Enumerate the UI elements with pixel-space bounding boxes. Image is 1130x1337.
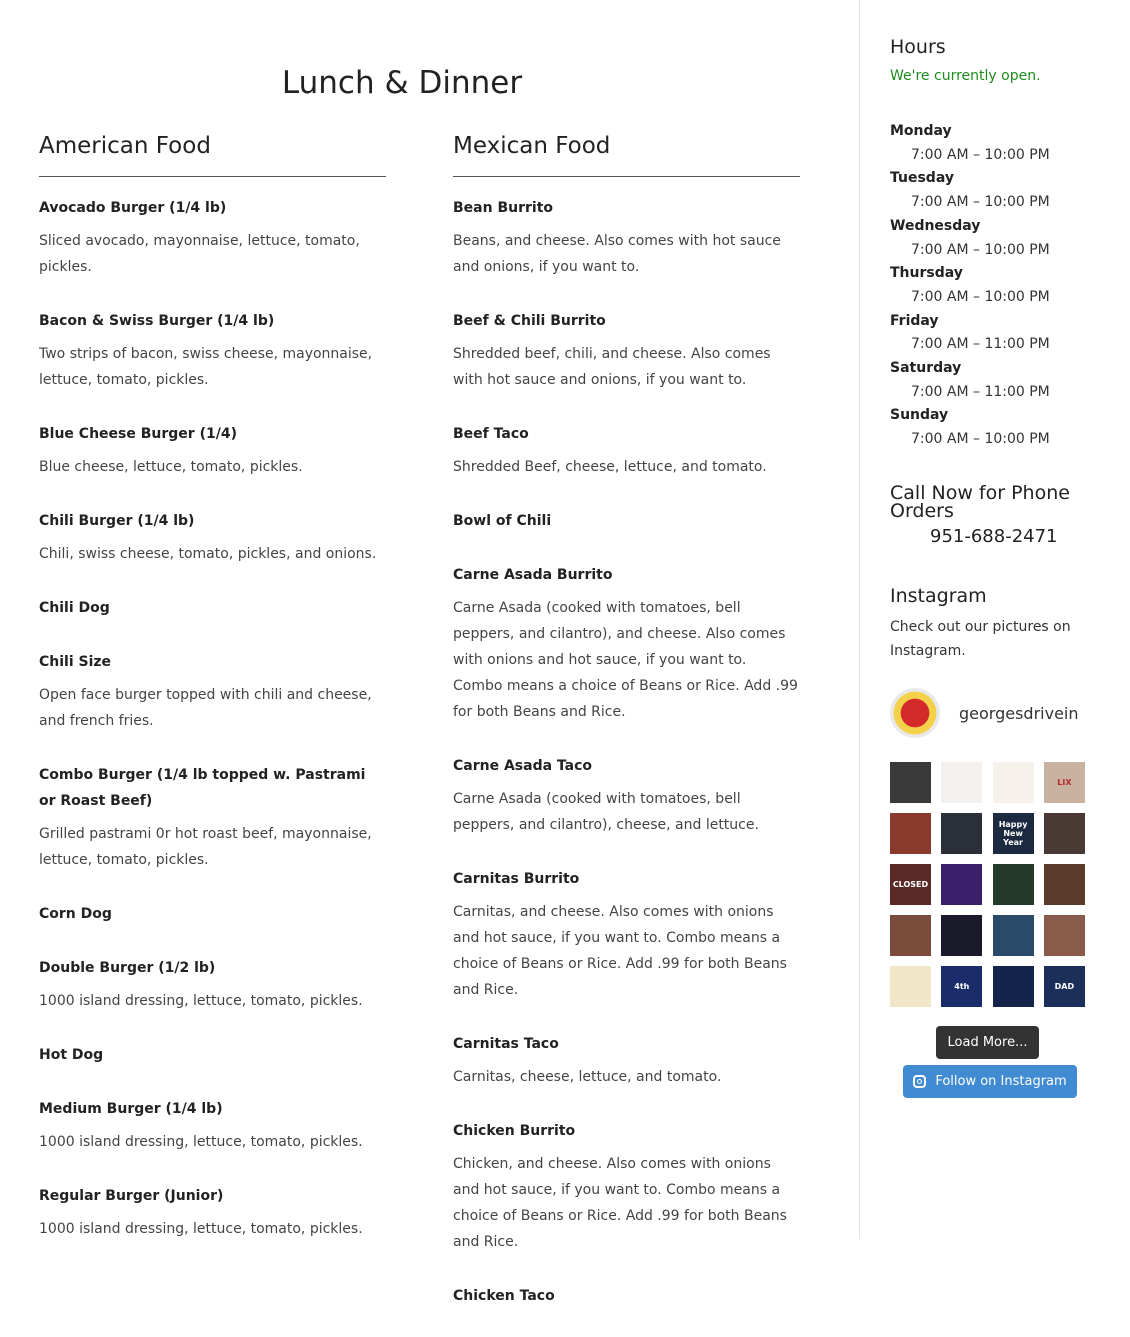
menu-item <box>39 308 386 393</box>
menu-item <box>39 901 386 927</box>
menu-item-description: Carne Asada (cooked with tomatoes, bell peppers, and cilantro), cheese, and lettuce. <box>453 791 759 833</box>
menu-item-name: Chili Dog <box>39 600 110 616</box>
menu-item-name: Bowl of Chili <box>453 513 552 529</box>
call-heading: Call Now for Phone Orders <box>890 482 1070 522</box>
instagram-thumbnail[interactable] <box>993 966 1034 1007</box>
menu-item <box>39 1096 386 1155</box>
menu-item-name: Beef Taco <box>453 426 529 442</box>
menu-item <box>453 562 800 725</box>
menu-item-description: Carnitas, and cheese. Also comes with onions and hot sauce, if you want to. Combo means a choice of Beans or Rice. Add .99 for both Beans and Rice. <box>453 904 787 998</box>
instagram-thumbnail[interactable] <box>890 966 931 1007</box>
menu-item-description: Beans, and cheese. Also comes with hot sauce and onions, if you want to. <box>453 233 781 275</box>
instagram-thumbnail[interactable] <box>993 864 1034 905</box>
menu-item-description: Carnitas, cheese, lettuce, and tomato. <box>453 1069 722 1085</box>
menu-item <box>39 1183 386 1242</box>
menu-item-description: Shredded Beef, cheese, lettuce, and tomato. <box>453 459 767 475</box>
american-food-title: American Food <box>39 130 386 177</box>
menu-item-name: Beef & Chili Burrito <box>453 313 606 329</box>
sidebar-divider <box>859 0 860 1239</box>
menu-item-name: Combo Burger (1/4 lb topped w. Pastrami or Roast Beef) <box>39 767 366 809</box>
instagram-thumbnail[interactable] <box>1044 813 1085 854</box>
follow-on-instagram-button[interactable] <box>903 1065 1077 1098</box>
mexican-food-list <box>453 195 800 1309</box>
load-more-button[interactable]: Load More... <box>936 1026 1039 1059</box>
menu-item-description: Chili, swiss cheese, tomato, pickles, and onions. <box>39 546 377 562</box>
menu-item <box>453 308 800 393</box>
instagram-photo-grid <box>890 762 1085 1007</box>
hours-heading: Hours <box>890 36 946 58</box>
menu-item-name: Chili Burger (1/4 lb) <box>39 513 195 529</box>
hours-time: 7:00 AM – 10:00 PM <box>911 146 1050 163</box>
menu-item-name: Avocado Burger (1/4 lb) <box>39 200 227 216</box>
hours-time: 7:00 AM – 11:00 PM <box>911 383 1050 400</box>
menu-item <box>39 762 386 873</box>
menu-item-description: Two strips of bacon, swiss cheese, mayonnaise, lettuce, tomato, pickles. <box>39 346 373 388</box>
instagram-thumbnail[interactable] <box>993 915 1034 956</box>
menu-item-description: Blue cheese, lettuce, tomato, pickles. <box>39 459 303 475</box>
menu-item <box>39 195 386 280</box>
hours-time: 7:00 AM – 10:00 PM <box>911 241 1050 258</box>
instagram-thumbnail[interactable] <box>1044 915 1085 956</box>
menu-item <box>453 1118 800 1255</box>
hours-time: 7:00 AM – 10:00 PM <box>911 431 1050 448</box>
instagram-thumbnail[interactable]: LIX <box>1044 762 1085 803</box>
phone-number-link[interactable]: 951-688-2471 <box>930 526 1058 547</box>
hours-time: 7:00 AM – 10:00 PM <box>911 194 1050 211</box>
menu-item <box>453 508 800 534</box>
instagram-heading: Instagram <box>890 585 987 607</box>
menu-item-description: Chicken, and cheese. Also comes with onions and hot sauce, if you want to. Combo means a choice of Beans or Rice. Add .99 for both Beans and Rice. <box>453 1156 787 1250</box>
menu-item <box>453 753 800 838</box>
menu-item-description: Shredded beef, chili, and cheese. Also comes with hot sauce and onions, if you want to. <box>453 346 771 388</box>
menu-item <box>453 1283 800 1309</box>
hours-list <box>890 120 1110 452</box>
menu-item-name: Chili Size <box>39 654 112 670</box>
instagram-thumbnail[interactable] <box>890 813 931 854</box>
instagram-thumbnail[interactable] <box>890 915 931 956</box>
menu-item-name: Bacon & Swiss Burger (1/4 lb) <box>39 313 275 329</box>
american-food-column <box>39 130 386 1270</box>
menu-item-name: Regular Burger (Junior) <box>39 1188 224 1204</box>
instagram-thumbnail[interactable]: DAD <box>1044 966 1085 1007</box>
instagram-thumbnail[interactable] <box>993 762 1034 803</box>
menu-item-description: Carne Asada (cooked with tomatoes, bell peppers, and cilantro), and cheese. Also comes with onions and hot sauce, if you want to. Combo means a choice of Beans or Rice. Add .99 for both Beans and Rice. <box>453 600 798 720</box>
menu-item <box>39 508 386 567</box>
menu-item <box>39 595 386 621</box>
menu-item <box>39 649 386 734</box>
hours-day: Thursday <box>890 265 963 282</box>
menu-item-name: Corn Dog <box>39 906 112 922</box>
instagram-icon <box>913 1075 926 1088</box>
hours-day: Friday <box>890 312 939 329</box>
menu-item-description: Open face burger topped with chili and cheese, and french fries. <box>39 687 372 729</box>
hours-day: Sunday <box>890 407 949 424</box>
mexican-food-column <box>453 130 800 1337</box>
menu-item-name: Medium Burger (1/4 lb) <box>39 1101 223 1117</box>
instagram-thumbnail[interactable] <box>941 813 982 854</box>
follow-label: Follow on Instagram <box>935 1074 1067 1089</box>
hours-day: Monday <box>890 123 952 139</box>
menu-item <box>39 421 386 480</box>
instagram-avatar[interactable] <box>890 688 940 738</box>
menu-item-description: 1000 island dressing, lettuce, tomato, pickles. <box>39 1134 363 1150</box>
menu-item-description: Grilled pastrami 0r hot roast beef, mayonnaise, lettuce, tomato, pickles. <box>39 826 372 868</box>
instagram-thumbnail[interactable]: 4th <box>941 966 982 1007</box>
menu-item-name: Carnitas Burrito <box>453 871 580 887</box>
menu-item <box>39 955 386 1014</box>
open-status: We're currently open. <box>890 68 1041 84</box>
instagram-thumbnail[interactable] <box>941 762 982 803</box>
menu-item-name: Chicken Taco <box>453 1288 555 1304</box>
hours-day: Tuesday <box>890 170 954 187</box>
menu-item-name: Chicken Burrito <box>453 1123 576 1139</box>
menu-item-description: 1000 island dressing, lettuce, tomato, pickles. <box>39 993 363 1009</box>
menu-item-name: Carne Asada Burrito <box>453 567 613 583</box>
instagram-thumbnail[interactable]: CLOSED <box>890 864 931 905</box>
hours-time: 7:00 AM – 10:00 PM <box>911 288 1050 305</box>
hours-day: Saturday <box>890 360 962 377</box>
hours-day: Wednesday <box>890 217 981 234</box>
menu-item-name: Carne Asada Taco <box>453 758 593 774</box>
menu-item-name: Carnitas Taco <box>453 1036 559 1052</box>
instagram-thumbnail[interactable] <box>1044 864 1085 905</box>
instagram-profile[interactable] <box>890 688 1079 738</box>
menu-item <box>453 195 800 280</box>
menu-item-description: 1000 island dressing, lettuce, tomato, pickles. <box>39 1221 363 1237</box>
menu-item <box>453 866 800 1003</box>
menu-item <box>453 1031 800 1090</box>
menu-item-name: Double Burger (1/2 lb) <box>39 960 216 976</box>
menu-item-name: Bean Burrito <box>453 200 554 216</box>
menu-item-name: Blue Cheese Burger (1/4) <box>39 426 237 442</box>
instagram-thumbnail[interactable] <box>941 864 982 905</box>
menu-item <box>39 1042 386 1068</box>
instagram-thumbnail[interactable] <box>890 762 931 803</box>
menu-item-description: Sliced avocado, mayonnaise, lettuce, tomato, pickles. <box>39 233 360 275</box>
american-food-list <box>39 195 386 1242</box>
instagram-thumbnail[interactable]: Happy New Year <box>993 813 1034 854</box>
hours-time: 7:00 AM – 11:00 PM <box>911 336 1050 353</box>
menu-item <box>453 421 800 480</box>
menu-item-name: Hot Dog <box>39 1047 104 1063</box>
page-title: Lunch & Dinner <box>281 65 523 101</box>
mexican-food-title: Mexican Food <box>453 130 800 177</box>
instagram-text: Check out our pictures on Instagram. <box>890 619 1071 659</box>
sidebar <box>890 0 1110 1239</box>
instagram-username[interactable]: georgesdrivein <box>959 703 1079 723</box>
instagram-thumbnail[interactable] <box>941 915 982 956</box>
